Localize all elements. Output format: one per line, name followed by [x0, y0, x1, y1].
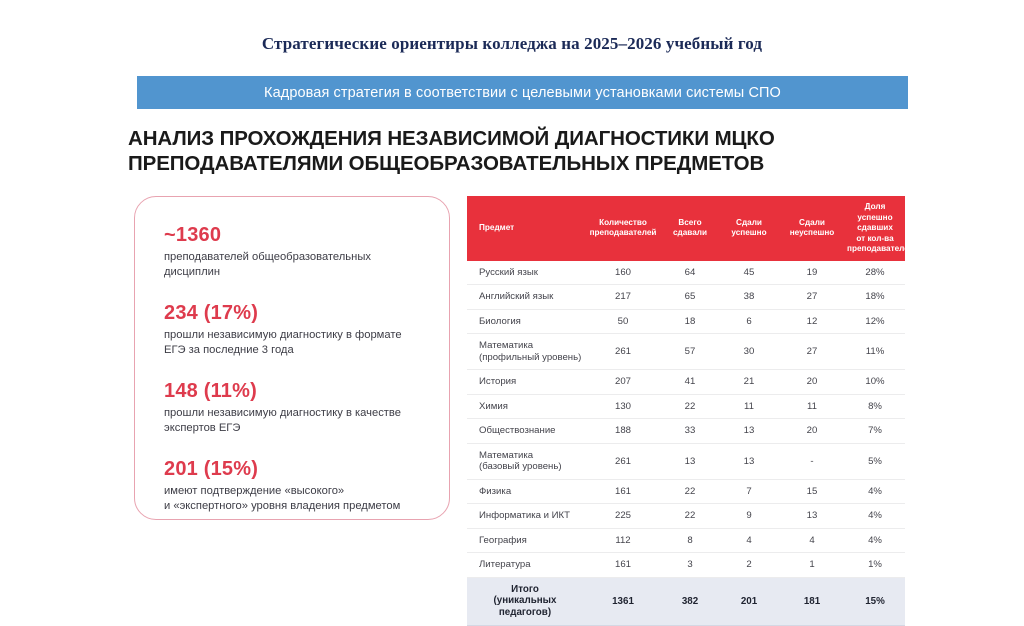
cell-subject: История	[467, 370, 585, 395]
table-body	[467, 261, 905, 626]
column-header-passed	[719, 196, 779, 261]
slide-title: Стратегические ориентиры колледжа на 2025–2026 учебный год	[261, 34, 763, 53]
column-header-line: от кол-ва	[856, 233, 894, 243]
cell-share: 1%	[845, 553, 905, 578]
cell-subject: Физика	[467, 479, 585, 504]
cell-total-taken: 57	[661, 334, 719, 370]
column-header-line: Сдали	[736, 217, 762, 227]
page-title-line-1: АНАЛИЗ ПРОХОЖДЕНИЯ НЕЗАВИСИМОЙ ДИАГНОСТИКИ МЦКО	[128, 127, 775, 150]
cell-teachers: 261	[585, 334, 661, 370]
cell-failed: 20	[779, 370, 845, 395]
stat-value: 234 (17%)	[164, 302, 259, 324]
cell-failed: 27	[779, 334, 845, 370]
cell-share: 28%	[845, 261, 905, 285]
table-row	[467, 443, 905, 479]
cell-subject: Математика (профильный уровень)	[467, 334, 585, 370]
cell-total-taken: 3	[661, 553, 719, 578]
cell-total-taken: 22	[661, 394, 719, 419]
stat-description-line-1: имеют подтверждение «высокого»	[164, 485, 345, 497]
cell-subject: Обществознание	[467, 419, 585, 444]
table-row	[467, 261, 905, 285]
column-header-share	[845, 196, 914, 261]
cell-subject: Математика (базовый уровень)	[467, 443, 585, 479]
stat-value: 201 (15%)	[164, 458, 259, 480]
table-row	[467, 553, 905, 578]
column-header-subject	[467, 196, 585, 261]
cell-passed: 30	[719, 334, 779, 370]
cell-share: 4%	[845, 479, 905, 504]
cell-subject: Информатика и ИКТ	[467, 504, 585, 529]
cell-total-taken: 64	[661, 261, 719, 285]
cell-subject: Итого (уникальных педагогов)	[467, 577, 585, 625]
cell-passed: 13	[719, 443, 779, 479]
cell-failed: 20	[779, 419, 845, 444]
table-row	[467, 334, 905, 370]
column-header-line: неуспешно	[789, 228, 835, 238]
stat-item-total-teachers	[164, 223, 421, 279]
cell-passed: 201	[719, 577, 779, 625]
stat-description-line-1: преподавателей общеобразовательных	[164, 251, 371, 263]
cell-failed: 13	[779, 504, 845, 529]
stat-description-line-1: прошли независимую диагностику в качестве	[164, 407, 401, 419]
column-header-line: Всего	[678, 217, 702, 227]
cell-teachers: 160	[585, 261, 661, 285]
cell-passed: 7	[719, 479, 779, 504]
cell-total-taken: 22	[661, 479, 719, 504]
column-header-line: преподавателей	[589, 228, 657, 238]
stat-description	[164, 406, 421, 435]
table-header-row	[467, 196, 905, 261]
cell-subject-sublabel: (базовый уровень)	[479, 461, 562, 472]
cell-share: 15%	[845, 577, 905, 625]
column-header-line: Предмет	[479, 223, 515, 232]
cell-total-taken: 22	[661, 504, 719, 529]
table-row	[467, 309, 905, 334]
cell-teachers: 225	[585, 504, 661, 529]
cell-passed: 4	[719, 528, 779, 553]
column-header-line: Сдали	[799, 217, 825, 227]
cell-total-taken: 41	[661, 370, 719, 395]
cell-failed: 12	[779, 309, 845, 334]
stat-description	[164, 250, 421, 279]
column-header-teachers	[585, 196, 661, 261]
cell-teachers: 207	[585, 370, 661, 395]
cell-passed: 9	[719, 504, 779, 529]
table-row	[467, 479, 905, 504]
statistics-card	[134, 196, 450, 520]
cell-failed: 181	[779, 577, 845, 625]
table-row	[467, 370, 905, 395]
cell-subject-sublabel: (профильный уровень)	[479, 351, 582, 363]
cell-teachers: 161	[585, 479, 661, 504]
diagnostics-table-container	[467, 196, 914, 626]
column-header-line: Доля успешно	[857, 202, 893, 222]
cell-passed: 21	[719, 370, 779, 395]
cell-passed: 38	[719, 285, 779, 310]
cell-teachers: 161	[585, 553, 661, 578]
column-header-line: Количество	[599, 217, 647, 227]
stat-item-high-level	[164, 457, 421, 513]
stat-item-ege-format	[164, 301, 421, 357]
stat-description-line-2: ЕГЭ за последние 3 года	[164, 343, 294, 356]
stat-description	[164, 484, 421, 513]
cell-subject: Английский язык	[467, 285, 585, 310]
page-title-line-2: ПРЕПОДАВАТЕЛЯМИ ОБЩЕОБРАЗОВАТЕЛЬНЫХ ПРЕДМЕТОВ	[128, 152, 765, 175]
column-header-total-taken	[661, 196, 719, 261]
cell-share: 7%	[845, 419, 905, 444]
cell-total-taken: 382	[661, 577, 719, 625]
table-row	[467, 528, 905, 553]
page-title	[128, 126, 928, 176]
cell-teachers: 1361	[585, 577, 661, 625]
strategy-banner-text: Кадровая стратегия в соответствии с целевыми установками системы СПО	[264, 84, 781, 101]
stat-description-line-1: прошли независимую диагностику в формате	[164, 329, 402, 341]
column-header-line: сдавали	[672, 228, 708, 238]
table-row	[467, 285, 905, 310]
column-header-failed	[779, 196, 845, 261]
cell-teachers: 130	[585, 394, 661, 419]
cell-passed: 45	[719, 261, 779, 285]
cell-share: 18%	[845, 285, 905, 310]
cell-total-taken: 33	[661, 419, 719, 444]
column-header-line: сдавших	[857, 223, 893, 232]
cell-teachers: 261	[585, 443, 661, 479]
cell-subject-sublabel: (уникальных педагогов)	[493, 595, 557, 619]
cell-failed: 11	[779, 394, 845, 419]
cell-teachers: 112	[585, 528, 661, 553]
cell-total-taken: 13	[661, 443, 719, 479]
cell-teachers: 188	[585, 419, 661, 444]
table-row	[467, 504, 905, 529]
table-row	[467, 394, 905, 419]
stat-description-line-2: дисциплин	[164, 265, 221, 278]
strategy-banner	[137, 76, 908, 109]
cell-share: 5%	[845, 443, 905, 479]
cell-passed: 11	[719, 394, 779, 419]
cell-failed: 15	[779, 479, 845, 504]
cell-share: 10%	[845, 370, 905, 395]
cell-subject: Литература	[467, 553, 585, 578]
stat-item-ege-experts	[164, 379, 421, 435]
column-header-line: преподавателей	[847, 244, 914, 253]
table-total-row	[467, 577, 905, 625]
stat-value: 148 (11%)	[164, 380, 257, 402]
cell-share: 4%	[845, 528, 905, 553]
table-row	[467, 419, 905, 444]
cell-share: 12%	[845, 309, 905, 334]
cell-subject: География	[467, 528, 585, 553]
cell-passed: 2	[719, 553, 779, 578]
cell-failed: 27	[779, 285, 845, 310]
stat-value: ~1360	[164, 224, 222, 246]
cell-teachers: 50	[585, 309, 661, 334]
diagnostics-table	[467, 196, 914, 626]
cell-failed: 19	[779, 261, 845, 285]
stat-description-line-2: экспертов ЕГЭ	[164, 421, 241, 434]
cell-subject: Русский язык	[467, 261, 585, 285]
table-header	[467, 196, 914, 261]
cell-share: 11%	[845, 334, 905, 370]
cell-total-taken: 65	[661, 285, 719, 310]
column-header-line: успешно	[731, 228, 767, 238]
stat-description	[164, 328, 421, 357]
cell-failed: -	[779, 443, 845, 479]
cell-share: 4%	[845, 504, 905, 529]
cell-total-taken: 8	[661, 528, 719, 553]
cell-subject: Химия	[467, 394, 585, 419]
cell-passed: 13	[719, 419, 779, 444]
cell-failed: 1	[779, 553, 845, 578]
cell-passed: 6	[719, 309, 779, 334]
cell-total-taken: 18	[661, 309, 719, 334]
cell-failed: 4	[779, 528, 845, 553]
cell-share: 8%	[845, 394, 905, 419]
stat-description-line-2: и «экспертного» уровня владения предметом	[164, 499, 401, 512]
cell-teachers: 217	[585, 285, 661, 310]
cell-subject: Биология	[467, 309, 585, 334]
